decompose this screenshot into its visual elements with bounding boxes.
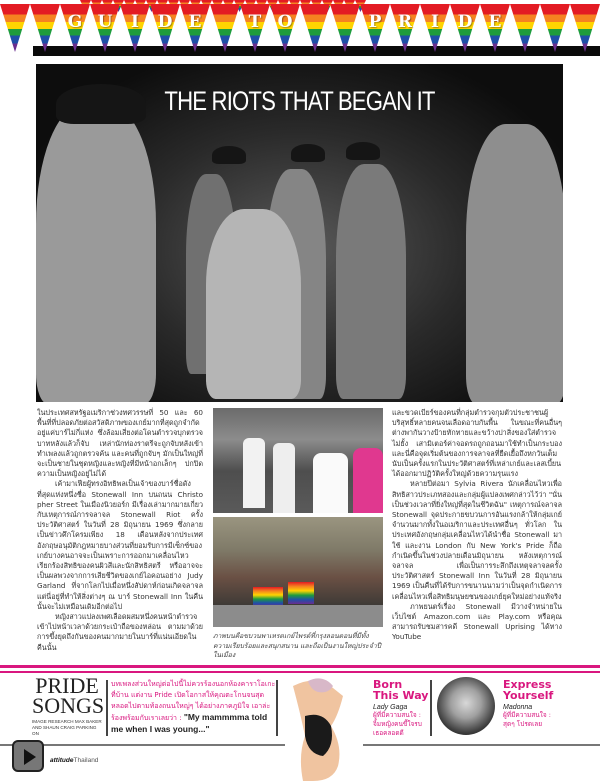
paragraph: และขวดเบียร์ของคนที่กลุ่มตำรวจกุมตัวประชาชนผู้บริสุทธิ์หลายคนจนเลือดอาบกันพื้น ในขณะที่คนอื่นๆ ต่างพากันวางป้ายทักทายและขว้างปาสิ่งของใส่ตำรวจไม่ยั้ง เสามิเตอร์ค่าจอดรถถูกถอนมาใช้ทำเป็นกระบอง และนี่คือจุดเริ่มต้นของการจลาจลที่ยืดเยื้อถึงหกวันเต็ม นับเป็นครั้งแรกในประวัติศาสตร์ที่เหล่าเกย์และเลสเบี้ยนได้ออกมาปฏิวัติครั้งใหญ่ด้วยความรุนแรง (392, 408, 562, 479)
police-cap (291, 144, 325, 162)
magazine-brand: attitudeThailand (50, 757, 99, 764)
image-credit: IMAGE RESEARCH MAX BAKER AND SHAUN CRAIG PARKING ON (32, 719, 102, 736)
pennant-e: E (480, 4, 510, 52)
guide-to-pride-banner (0, 0, 600, 58)
officer-figure (336, 164, 406, 399)
divider (276, 680, 278, 736)
divider (106, 680, 108, 736)
song-note: จิ้มหญิงคนขี้ใจรบ เธอคลอดดี (373, 720, 422, 737)
pride-songs-intro: บทเพลงส่วนใหญ่ต่อไปนี้ไม่ควรร้องนอกห้องคาราโอเกะที่บ้าน แต่งาน Pride เปิดโอกาสให้คุณตะโกนจนสุดหลอดไปตามท้องถนนใหญ่ๆ ได้อย่างภาคภูมิใจ เอาล่ะร้องพร้อมกับเราเลยว่า : "My mammmma told me when I was young..." (111, 680, 276, 734)
play-icon (24, 749, 36, 765)
article-column-1 (37, 408, 203, 653)
lady-gaga-photo (283, 676, 363, 781)
pennant-t: T (240, 4, 270, 52)
song-artist: Lady Gaga (373, 704, 408, 711)
police-cap (212, 146, 246, 164)
riot-photo (36, 64, 563, 402)
pennant (210, 4, 240, 52)
song-title: Born This Way (373, 678, 429, 702)
paragraph: ในประเทศสหรัฐอเมริกาช่วงทศวรรษที่ 50 และ 60 พื้นที่ที่ปลอดภัยต่อสวัสดิภาพของเกย์มากที่สุดถูกจำกัดอยู่แค่บาร์ไม่กี่แห่ง ซึ่งล้อมเสี่ยงต่อโดนตำรวจบุกตรวจบาทหลังแล้วก็จับ เหล่านักท่องราตรีจะถูกจับหลังเข้าทำเพลงแล้วถูกตรวจค้น และคนที่ถูกจับๆ มักเป็นใหญ่ที่จะเป็นชายในชุดหญิงและหญิงที่มีหน้าอกเล็กๆ ปกปิดความเป็นหญิงอยู่ไม่ได้ (37, 408, 203, 479)
madonna-photo (437, 677, 495, 735)
pennant (30, 4, 60, 52)
pennant-g: G (60, 4, 90, 52)
police-cap (346, 142, 380, 160)
article-column-3 (392, 408, 562, 643)
pennant-o: O (270, 4, 300, 52)
song-born-this-way (373, 679, 433, 738)
officer-figure-right (466, 124, 563, 402)
footer-rule (363, 744, 600, 746)
song-artist: Madonna (503, 704, 533, 711)
pride-crowd-flags-photo (213, 517, 383, 627)
pennant (540, 4, 570, 52)
pennant-i: I (420, 4, 450, 52)
protester-figure (206, 209, 301, 399)
pennant (570, 4, 600, 52)
photo-caption: ภาพบนคือขบวนพาเหรดเกย์ไพรด์ที่กรุงลอนดอนที่มีทั้งความเรียบร้อยและสนุกสนาน และถือเป็นงานใหญ่ประจำปีในเมือง (213, 632, 381, 659)
pennant-e: E (180, 4, 210, 52)
article-headline: THE RIOTS THAT BEGAN IT (164, 86, 435, 116)
quote: "My mammmma told me when I was young..." (111, 712, 268, 734)
pennant (510, 4, 540, 52)
paragraph: หลายปีต่อมา Sylvia Rivera นักเคลื่อนไหวเพื่อสิทธิสาวประเภทสองและกลุ่มผู้แปลงเพศกล่าวไว้ว่า "นั่นเป็นช่วงเวลาที่ยิ่งใหญ่ที่สุดในชีวิตฉัน" เหตุการณ์จลาจล Stonewall จุดประกายขบวนการอันแรงกล้าให้กลุ่มเกย์จำนวนมากทั้งในอเมริกาและประเทศอื่นๆ ทั่วโลก ในประเทศอังกฤษกลุ่มเคลื่อนไหวได้นำชื่อ Stonewall มาใช้ และงาน London กับ New York's Pride ก็ถือกำเนิดขึ้นในช่วงปลายเดือนมิถุนายน หลังเหตุการณ์จลาจล เพื่อเป็นการระลึกถึงเหตุจลาจลครั้งประวัติศาสตร์ Stonewall Inn ในวันที่ 28 มิถุนายน 1969 เป็นคืนที่ได้รับการขนานนามว่าเป็นจุดกำเนิดการเคลื่อนไหวเพื่อสิทธิมนุษยชนของเกย์ยุคใหม่อย่างแท้จริง (392, 479, 562, 601)
pennant (0, 4, 30, 52)
divider (430, 680, 432, 736)
pride-songs-title: PRIDE SONGS (32, 673, 105, 718)
song-note: สุดๆ โปรดเลย (503, 720, 543, 728)
pennant-u: U (90, 4, 120, 52)
section-divider (0, 665, 600, 668)
paragraph: หญิงสาวแปลงเพศเลือดผสมหนึ่งคนหน้าตำรวจเข้าไปหน้าเวลาด้วยกระเป๋าถือของหล่อน ตามมาด้วยการขึ้งยุดถึงกันของคนมากมายในบาร์ที่แน่นเอียดในคืนนั้น (37, 612, 203, 652)
pennant-d: D (150, 4, 180, 52)
bunting-letters (0, 4, 600, 56)
paragraph: ภาพยนตร์เรื่อง Stonewall มีวางจำหน่ายในเว็บไซต์ Amazon.com และ Play.com หรือคุณสามารถรับชมสารคดี Stonewall Uprising ได้ทาง YouTube (392, 601, 562, 642)
pennant-p: P (360, 4, 390, 52)
song-note-label: ผู้ที่มีความสนใจ : (503, 711, 551, 719)
song-express-yourself (503, 679, 573, 729)
officer-figure-left (36, 104, 156, 402)
pennant-r: R (390, 4, 420, 52)
pennant (330, 4, 360, 52)
paragraph: เค้ามาเฟียผู้ทรงอิทธิพลเป็นเจ้าของบาร์ชื่อดังที่สุดแห่งหนึ่งชื่อ Stonewall Inn บนถนน Christo pher Street ในเมืองนิวยอร์ก มีเรื่องเล่ามากมายเกี่ยวกับเหตุการณ์การจลาจล Stonewall Riot ครั้งประวัติศาสตร์ ในวันที่ 28 มิถุนายน 1969 ซึ่งกลายเป็นข่าวคึกโครมเพียง 18 เดือนหลังจากประเทศอังกฤษอนุมัติกฎหมายบางส่วนที่ยอมรับการมีเซ็กซ์ของเกย์บางคนอาจจะเป็นเพราะการออกมาเคลื่อนไหวเรียกร้องสิทธิของคนผิวสีและนักสิทธิสตรี หรืออาจจะเป็นผลพวงจากการเสียชีวิตของเกย์ไอคอนอย่าง Judy Garland ที่จากโลกไปเมื่อหนึ่งสัปดาห์ก่อนเกิดจลาจล แต่นี่อยู่ที่ทำให้สิ่งต่างๆ ณ บาร์ Stonewall Inn ในคืนนั้นจะไม่เหมือนเดิมอีกต่อไป (37, 479, 203, 611)
song-note-label: ผู้ที่มีความสนใจ : (373, 711, 421, 719)
pride-parade-police-photo (213, 408, 383, 513)
pennant (300, 4, 330, 52)
pennant-d: D (450, 4, 480, 52)
play-button[interactable] (12, 740, 44, 772)
pennant-i: I (120, 4, 150, 52)
song-title: Express Yourself (503, 678, 554, 702)
